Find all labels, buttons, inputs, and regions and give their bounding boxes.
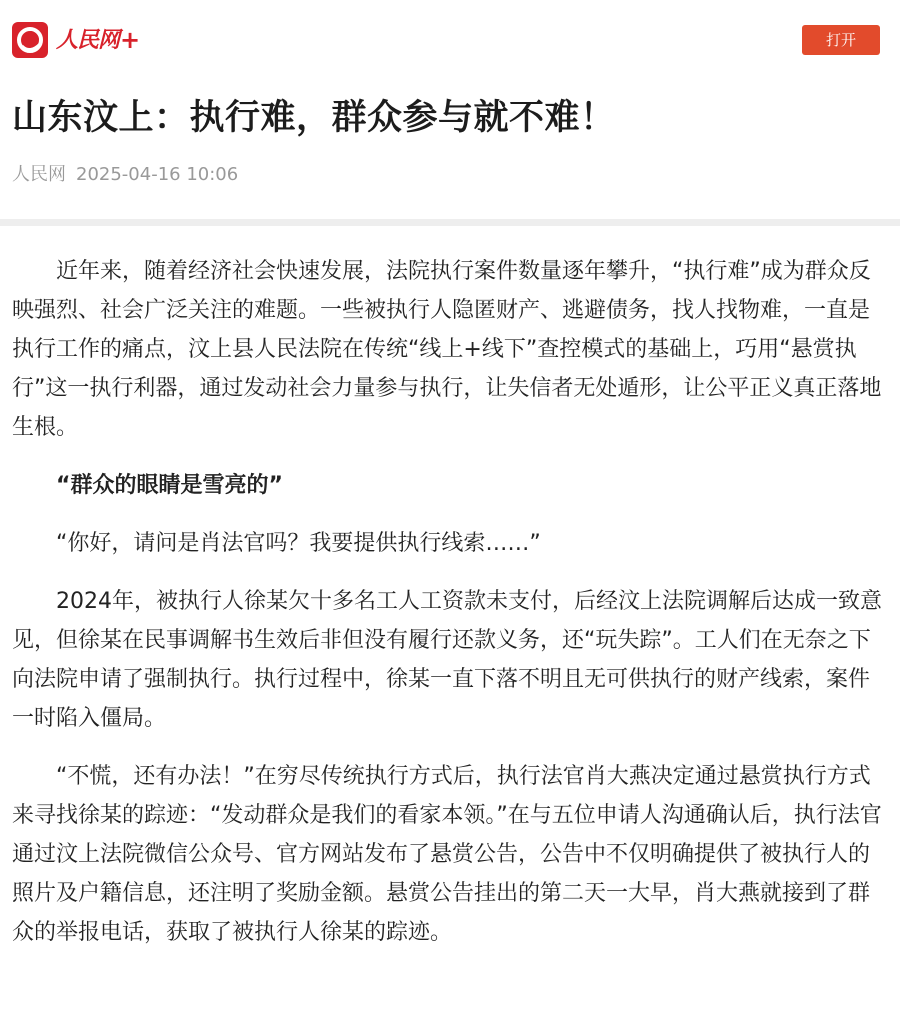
article-paragraph: “你好，请问是肖法官吗？我要提供执行线索……” [56,531,541,556]
people-daily-logo-icon [12,22,48,58]
section-divider [0,219,900,226]
logo-wordmark: 人民网 [56,27,120,53]
article-paragraph: 2024年，被执行人徐某欠十多名工人工资款未支付，后经汶上法院调解后达成一致意见，但徐某在民事调解书生效后非但没有履行还款义务，还“玩失踪”。工人们在无奈之下向法院申请了强制执行。执行过程中，徐某一直下落不明且无可供执行的财产线索，案件一时陷入僵局。 [12,589,882,731]
article-subheading: “群众的眼睛是雪亮的” [56,473,283,498]
app-logo[interactable] [12,22,140,58]
top-bar [0,0,900,80]
article-body [12,252,888,971]
article-datetime: 2025-04-16 10:06 [76,164,239,185]
logo-plus: + [120,26,141,54]
article-title: 山东汶上：执行难，群众参与就不难！ [12,98,616,138]
article-paragraph: 近年来，随着经济社会快速发展，法院执行案件数量逐年攀升，“执行难”成为群众反映强烈、社会广泛关注的难题。一些被执行人隐匿财产、逃避债务，找人找物难，一直是执行工作的痛点，汶上县人民法院在传统“线上+线下”查控模式的基础上，巧用“悬赏执行”这一执行利器，通过发动社会力量参与执行，让失信者无处遁形，让公平正义真正落地生根。 [12,259,882,440]
article-source: 人民网 [12,164,66,185]
article-meta [12,163,238,187]
open-app-button[interactable]: 打开 [802,25,880,55]
article-paragraph: “不慌，还有办法！”在穷尽传统执行方式后，执行法官肖大燕决定通过悬赏执行方式来寻找徐某的踪迹：“发动群众是我们的看家本领。”在与五位申请人沟通确认后，执行法官通过汶上法院微信公众号、官方网站发布了悬赏公告，公告中不仅明确提供了被执行人的照片及户籍信息，还注明了奖励金额。悬赏公告挂出的第二天一大早，肖大燕就接到了群众的举报电话，获取了被执行人徐某的踪迹。 [12,764,882,945]
